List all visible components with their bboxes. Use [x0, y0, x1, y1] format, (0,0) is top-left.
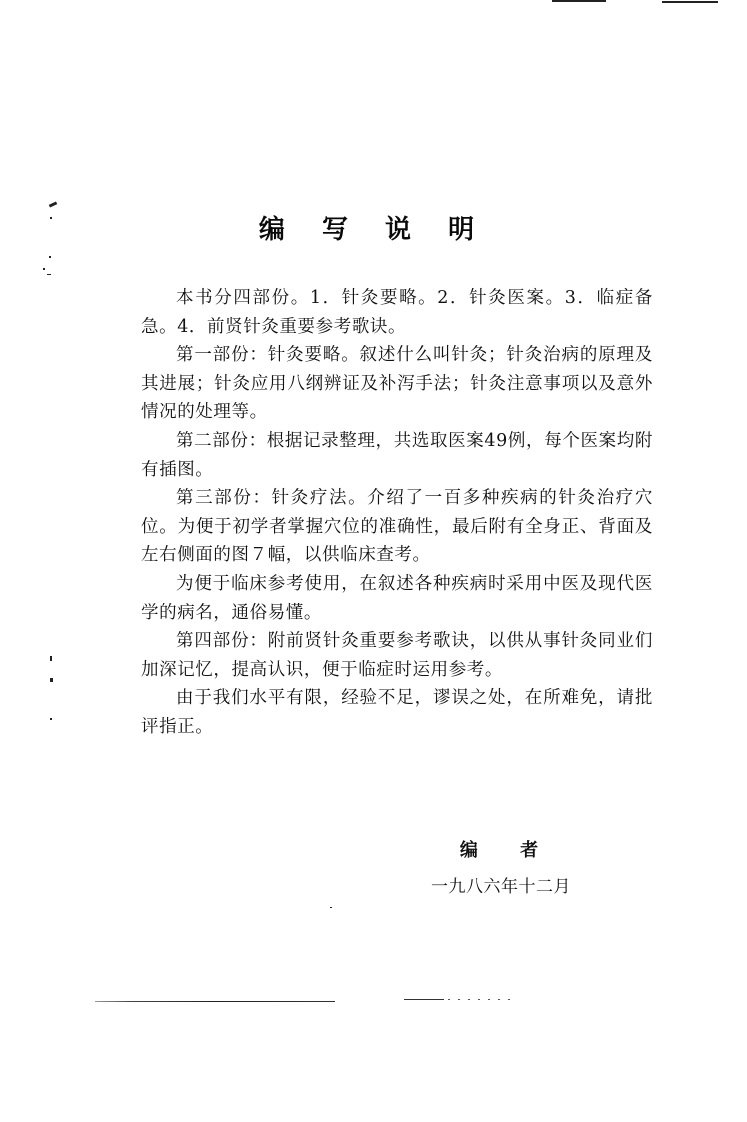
scan-speck	[330, 907, 332, 908]
scan-speck	[47, 274, 51, 275]
scan-speck	[49, 201, 58, 207]
paragraph-disease-names: 为便于临床参考使用，在叙述各种疾病时采用中医及现代医学的病名，通俗易懂。	[141, 573, 653, 623]
paragraph-overview: 本书分四部份。1．针灸要略。2．针灸医案。3．临症备急。4．前贤针灸重要参考歌诀。	[141, 288, 653, 337]
signature-author: 编 者	[459, 840, 557, 861]
signature-date: 一九八六年十二月	[431, 877, 571, 897]
paragraph-part-two: 第二部份：根据记录整理，共选取医案49例，每个医案均附有插图。	[141, 430, 653, 480]
scan-edge-mark	[552, 0, 606, 2]
signature-block	[416, 836, 586, 897]
paragraph-part-three: 第三部份：针灸疗法。介绍了一百多种疾病的针灸治疗穴位。为便于初学者掌握穴位的准确性，最后附有全身正、背面及左右侧面的图７幅，以供临床查考。	[141, 488, 653, 566]
paragraph-part-one: 第一部份：针灸要略。叙述什么叫针灸；针灸治病的原理及其进展；针灸应用八纲辨证及补泻手法；针灸注意事项以及意外情况的处理等。	[141, 345, 653, 423]
scan-speck	[49, 256, 51, 258]
paragraph-part-four: 第四部份：附前贤针灸重要参考歌诀，以供从事针灸同业们加深记忆，提高认识，便于临症时运用参考。	[141, 631, 653, 680]
footer-rule-dots	[448, 999, 514, 1000]
paragraph-closing: 由于我们水平有限，经验不足，谬误之处，在所难免，请批评指正。	[141, 688, 653, 737]
scan-speck	[43, 268, 45, 270]
page-title: 编 写 说 明	[258, 215, 489, 246]
footer-rule-left	[95, 1001, 335, 1002]
scan-speck	[50, 656, 52, 661]
scan-speck	[50, 718, 52, 720]
scan-speck	[50, 678, 53, 682]
scan-edge-mark	[662, 1, 718, 3]
document-body	[141, 284, 653, 742]
footer-rule-right	[404, 999, 444, 1000]
